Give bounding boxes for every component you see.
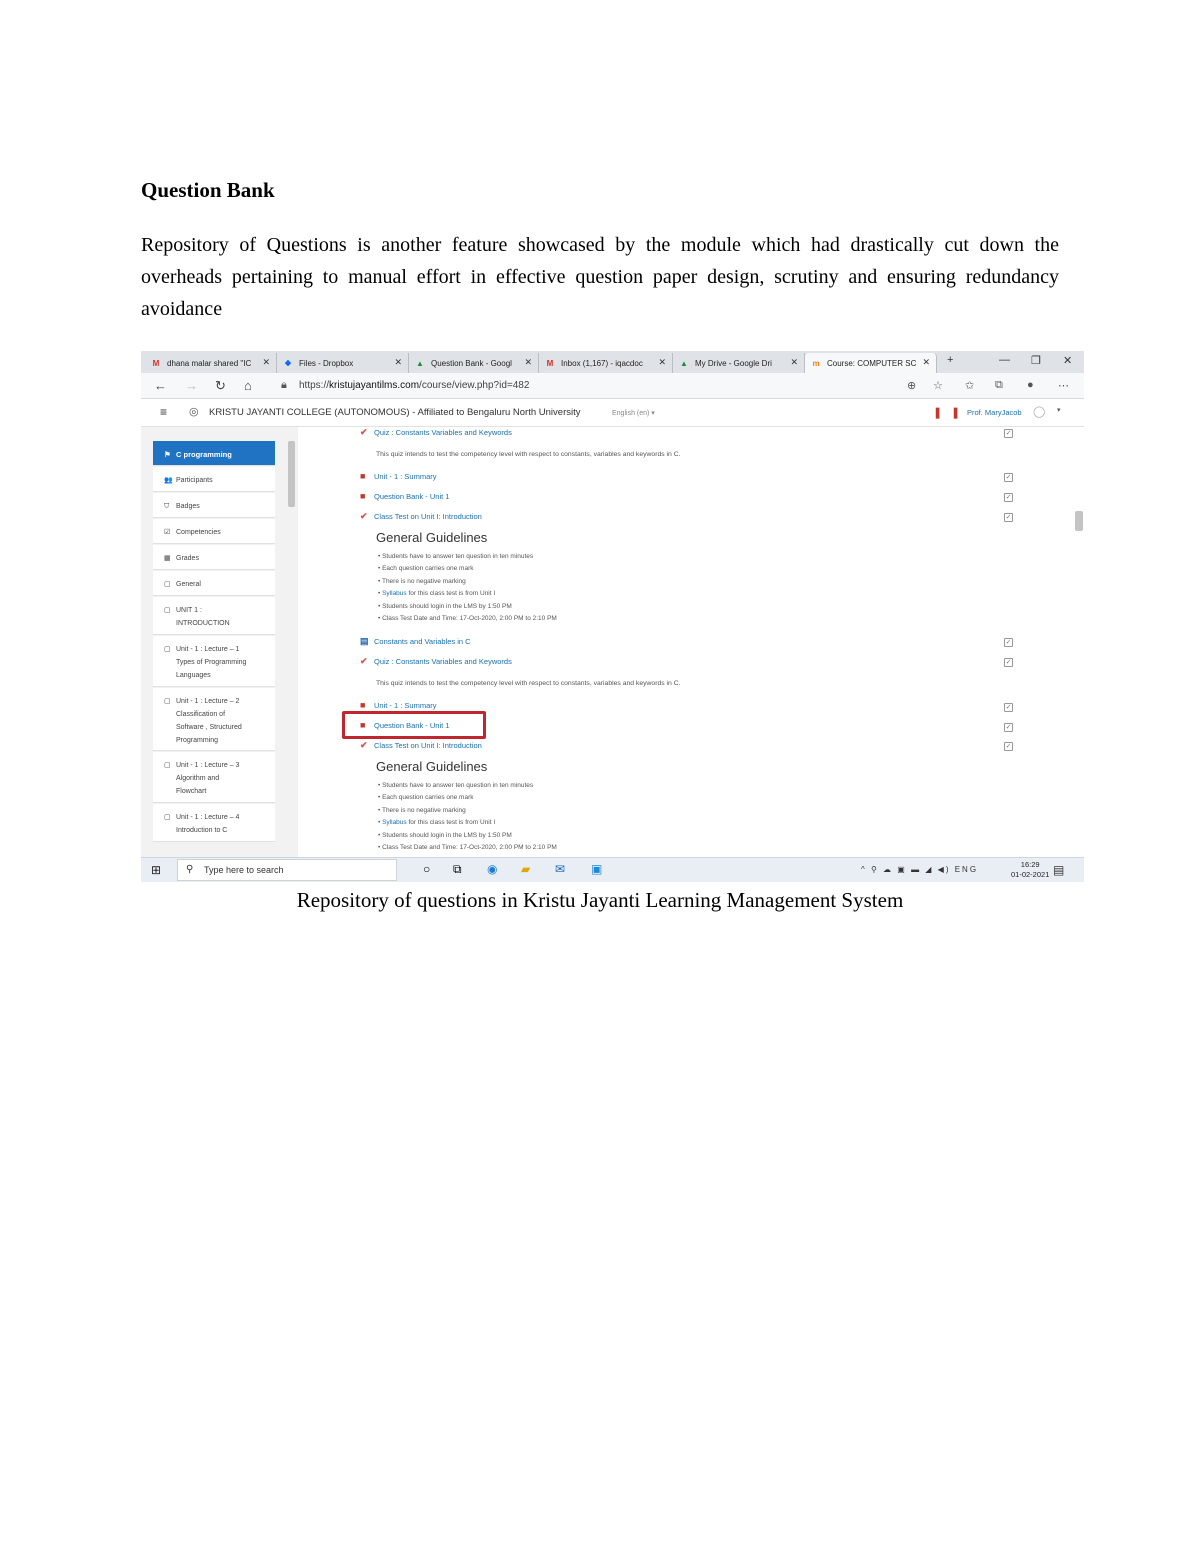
guideline-item [378,553,533,560]
gmail-icon: M [152,358,160,368]
search-placeholder: Type here to search [204,865,284,875]
windows-start-icon[interactable]: ⊞ [151,863,162,877]
drawer-item-label: UNIT 1 : INTRODUCTION [176,607,230,627]
tab-label: My Drive - Google Dri [695,358,772,368]
search-icon: ⚲ [186,864,194,875]
store-icon[interactable]: ▣ [591,862,603,876]
site-title[interactable]: KRISTU JAYANTI COLLEGE (AUTONOMOUS) - Affiliated to Bengaluru North University [209,407,581,418]
minimize-icon[interactable]: — [999,354,1010,366]
close-tab-icon[interactable]: ✕ [658,357,666,367]
tab-label: Question Bank - Googl [431,358,512,368]
home-icon[interactable]: ⌂ [244,378,252,393]
quiz-icon: ✔ [360,656,368,666]
page-label: Constants and Variables in C [374,637,471,646]
guideline-text: There is no negative marking [381,577,466,585]
shield-icon: ⛉ [164,503,170,510]
guideline-text: for this class test is from Unit I [408,590,496,598]
close-tab-icon[interactable]: ✕ [790,357,798,367]
drawer-item[interactable] [153,752,275,803]
syllabus-link[interactable]: Syllabus [382,819,407,827]
drawer-item-label: Unit - 1 : Lecture – 2 Classification of Software , Structured Programming [176,698,242,744]
favorite-add-icon[interactable]: ☆ [933,380,943,392]
course-drawer [141,427,298,857]
drawer-item[interactable] [153,441,275,466]
drawer-item-label: Unit - 1 : Lecture – 4 Introduction to C [176,814,240,834]
bullet: • [378,577,382,585]
notification-center-icon[interactable]: ▤ [1053,863,1065,877]
drawer-item-label: General [176,581,201,588]
guideline-text: Each question carries one mark [382,794,474,802]
bullet: • [378,553,383,560]
edge-icon[interactable]: ◉ [487,862,498,876]
bullet: • [378,782,383,789]
summary-label: Unit - 1 : Summary [374,701,437,710]
clock-date: 01-02-2021 [1011,870,1050,879]
folder-icon: ▢ [164,762,171,769]
guidelines-heading: General Guidelines [376,530,488,545]
chevron-down-icon[interactable]: ▾ [1057,407,1061,414]
moodle-icon: m [812,358,820,368]
guideline-item [378,844,557,851]
class-test-label: Class Test on Unit I: Introduction [374,512,482,521]
pdf-icon: ■ [360,471,366,481]
bullet: • [378,831,383,839]
quiz-label: Quiz : Constants Variables and Keywords [374,428,512,437]
drawer-item-label: Competencies [176,529,221,536]
completion-checkbox[interactable]: ✓ [1005,494,1012,501]
browser-tab[interactable] [409,353,539,373]
task-view-icon[interactable]: ⧉ [453,862,462,876]
folder-icon: ▢ [164,814,171,821]
pdf-icon: ■ [360,720,366,730]
browser-tab[interactable] [145,353,277,373]
guideline-item [378,615,557,622]
intro-paragraph: Repository of Questions is another feature showcased by the module which had drastically cut down the overheads pertaining to manual effort in effective question paper design, scrutiny and ensuring redundancy avoidance [141,234,1059,320]
refresh-icon[interactable]: ↻ [215,378,226,393]
summary-label: Unit - 1 : Summary [374,472,437,481]
course-icon: ⚑ [164,450,171,459]
guideline-text: Students have to answer ten question in ten minutes [382,782,534,789]
drawer-item[interactable] [153,467,275,492]
quiz-description: This quiz intends to test the competency level with respect to constants, variables and keywords in C. [376,680,681,687]
guideline-item [378,565,474,572]
completion-checkbox[interactable]: ✓ [1005,474,1012,481]
browser-tab[interactable] [539,353,673,373]
guideline-text: Each question carries one mark [382,565,474,573]
check-icon: ☑ [164,529,171,536]
page-icon: ▤ [360,636,369,646]
pdf-icon: ■ [360,700,366,710]
profile-icon[interactable]: ● [1027,379,1034,391]
tab-label: Inbox (1,167) - iqacdoc [561,358,643,368]
drawer-item-label: Participants [176,477,213,484]
bullet: • [378,806,382,814]
guideline-item [378,782,533,789]
completion-checkbox[interactable]: ✓ [1005,430,1012,437]
system-tray[interactable]: ^ ⚲ ☁ ▣ ▬ ◢ ◀) ENG [861,865,979,874]
back-icon[interactable]: ← [154,378,167,393]
guideline-text: Students have to answer ten question in ten minutes [382,553,534,560]
summary-link[interactable] [360,471,437,481]
url-prefix: https:// [299,380,330,391]
quiz-label: Quiz : Constants Variables and Keywords [374,657,512,666]
guideline-text: Class Test Date and Time: 17-Oct-2020, 2:00 PM to 2:10 PM [382,844,557,851]
notification-icon[interactable]: ❚ [933,407,943,419]
collections-icon[interactable]: ⧉ [995,379,1003,391]
message-icon[interactable]: ❚ [951,407,961,419]
guideline-text: Students should login in the LMS by 1:50 PM [382,831,512,839]
tab-label: dhana malar shared "IC [167,358,252,368]
dropbox-icon: ❖ [284,358,292,368]
guideline-item [378,603,512,610]
clock[interactable] [1011,860,1049,880]
drawer-item[interactable] [153,493,275,518]
guideline-item [378,832,512,839]
bullet: • [378,615,383,622]
drawer-item[interactable] [153,597,275,635]
bullet: • [378,590,383,598]
close-tab-icon[interactable]: ✕ [524,357,532,367]
browser-tab-bar [141,351,1084,373]
bullet: • [378,794,383,802]
browser-tab[interactable] [805,353,937,373]
folder-icon: ▢ [164,581,171,588]
guideline-item [378,590,495,597]
lms-screenshot [141,351,1084,882]
completion-checkbox[interactable]: ✓ [1005,704,1012,711]
class-test-link[interactable] [360,511,482,522]
drawer-scrollbar[interactable] [288,441,295,507]
completion-checkbox[interactable]: ✓ [1005,514,1012,521]
drawer-item[interactable] [153,571,275,596]
drawer-item[interactable] [153,636,275,687]
quiz-link[interactable] [360,656,512,667]
college-logo-icon: ◎ [189,406,199,418]
syllabus-link[interactable]: Syllabus [382,590,407,598]
drive-icon: ▲ [416,358,424,368]
question-bank-label: Question Bank - Unit 1 [374,492,450,501]
browser-tab[interactable] [673,353,805,373]
folder-icon: ▢ [164,646,171,653]
quiz-icon: ✔ [360,511,368,521]
folder-icon: ▢ [164,698,171,705]
quiz-icon: ✔ [360,427,368,437]
guideline-item [378,807,466,814]
page-heading: Question Bank [141,178,275,202]
users-icon: 👥 [164,477,173,484]
completion-checkbox[interactable]: ✓ [1005,743,1012,750]
guideline-text: There is no negative marking [381,806,466,814]
bullet: • [378,565,383,573]
pdf-icon: ■ [360,491,366,501]
more-icon[interactable]: ⋯ [1058,380,1069,392]
lock-icon: 🔒︎ [281,379,287,391]
guideline-text: for this class test is from Unit I [408,819,496,827]
zoom-icon[interactable]: ⊕ [907,380,917,392]
close-tab-icon[interactable]: ✕ [262,357,270,367]
user-menu[interactable]: Prof. MaryJacob [967,408,1022,417]
folder-icon: ▢ [164,607,171,614]
guideline-text: Class Test Date and Time: 17-Oct-2020, 2:00 PM to 2:10 PM [382,615,557,622]
cortana-icon[interactable]: ○ [423,862,431,876]
restore-icon[interactable]: ❐ [1031,355,1041,367]
completion-checkbox[interactable]: ✓ [1005,724,1012,731]
windows-taskbar [141,857,1084,882]
bullet: • [378,819,383,827]
close-tab-icon[interactable]: ✕ [394,357,402,367]
new-tab-button[interactable]: + [947,354,954,366]
summary-link[interactable] [360,700,437,710]
drawer-item-label: Grades [176,555,199,562]
table-icon: ▦ [164,555,171,562]
highlight-box [342,711,486,739]
bullet: • [378,602,383,610]
browser-tab[interactable] [277,353,409,373]
bullet: • [378,844,383,851]
drive-icon: ▲ [680,358,688,368]
menu-icon[interactable]: ≡ [160,405,168,419]
close-tab-icon[interactable]: ✕ [922,357,930,367]
content-scrollbar[interactable] [1075,511,1083,531]
forward-icon[interactable]: → [185,378,198,393]
guidelines-heading: General Guidelines [376,759,488,774]
url-path: /course/view.php?id=482 [419,380,530,391]
quiz-link[interactable] [360,427,512,438]
guideline-item [378,794,474,801]
quiz-icon: ✔ [360,740,368,750]
class-test-label: Class Test on Unit I: Introduction [374,741,482,750]
drawer-item-label: C programming [176,450,232,459]
taskbar-search[interactable] [177,859,397,881]
file-explorer-icon[interactable]: ▰ [521,862,531,876]
mail-icon[interactable]: ✉ [555,862,566,876]
drawer-item[interactable] [153,519,275,544]
address-bar [141,373,1084,399]
quiz-description: This quiz intends to test the competency level with respect to constants, variables and keywords in C. [376,451,681,458]
drawer-item[interactable] [153,804,275,842]
tab-label: Files - Dropbox [299,358,354,368]
site-header [141,399,1084,427]
drawer-item-label: Unit - 1 : Lecture – 1 Types of Programming Languages [176,646,247,679]
completion-checkbox[interactable]: ✓ [1005,659,1012,666]
question-bank-link[interactable] [360,491,449,501]
favorites-icon[interactable]: ✩ [965,380,975,392]
language-menu[interactable]: English (en) ▾ [612,410,655,417]
figure-caption: Repository of questions in Kristu Jayanti Learning Management System [296,888,904,912]
avatar[interactable]: ◯ [1033,406,1046,418]
page-link[interactable] [360,636,471,647]
tab-label: Course: COMPUTER SC [827,358,917,368]
drawer-item[interactable] [153,688,275,751]
clock-time: 16:29 [1020,860,1040,869]
url-field[interactable] [299,380,529,391]
drawer-item[interactable] [153,545,275,570]
drawer-item-label: Badges [176,503,200,510]
guideline-item [378,819,495,826]
completion-checkbox[interactable]: ✓ [1005,639,1012,646]
class-test-link[interactable] [360,740,482,751]
gmail-icon: M [546,358,554,368]
question-bank-label: Question Bank - Unit 1 [374,721,450,730]
guideline-item [378,578,466,585]
url-domain: kristujayantilms.com [329,380,420,391]
guideline-text: Students should login in the LMS by 1:50 PM [382,602,512,610]
close-window-icon[interactable]: ✕ [1063,355,1073,367]
course-content [298,427,1084,857]
drawer-item-label: Unit - 1 : Lecture – 3 Algorithm and Flowchart [176,762,240,795]
